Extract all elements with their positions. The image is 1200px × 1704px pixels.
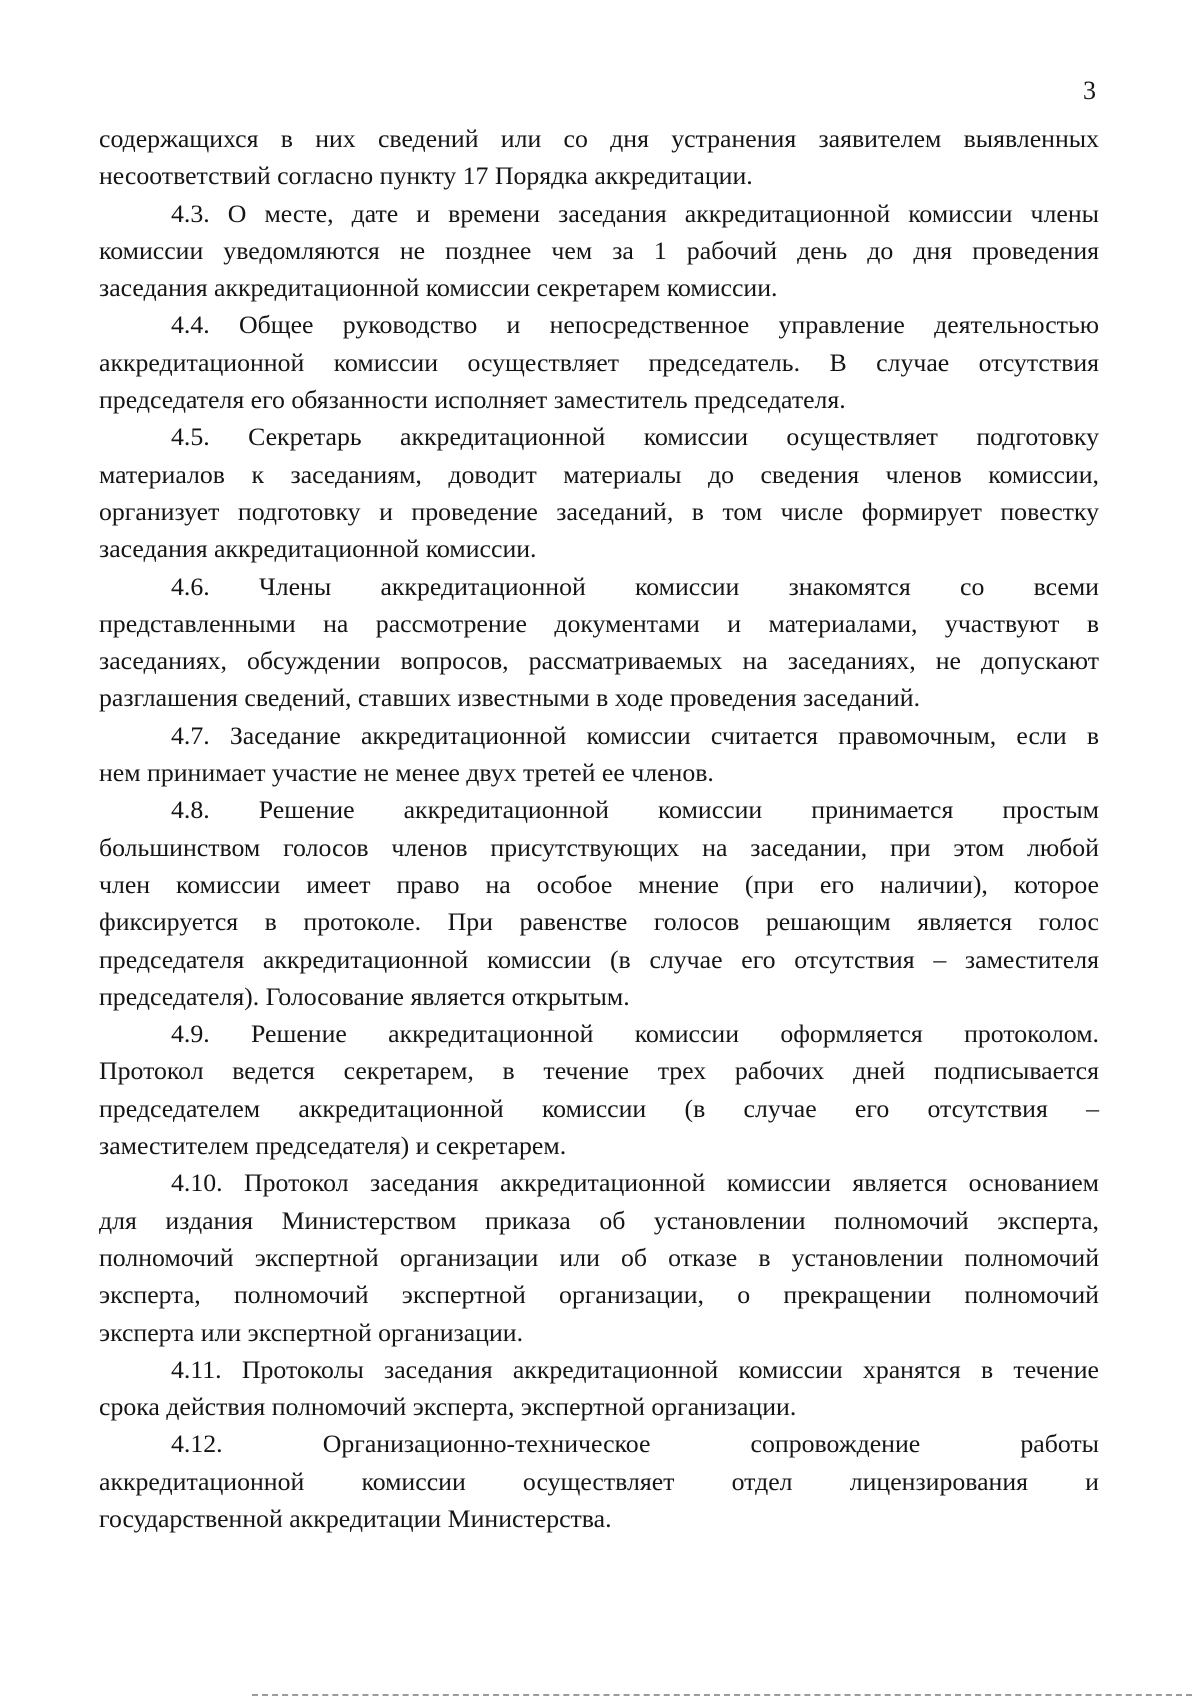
text-line: заместителем председателя) и секретарем.	[99, 1131, 567, 1161]
text-line: фиксируется в протоколе. При равенстве голосов решающим является голос	[99, 907, 1099, 937]
text-line: срока действия полномочий эксперта, экспертной организации.	[99, 1392, 797, 1422]
text-line: аккредитационной комиссии осуществляет отдел лицензирования и	[99, 1466, 1099, 1496]
text-line: 4.6. Члены аккредитационной комиссии знакомятся со всеми	[171, 571, 1099, 601]
text-line: для издания Министерством приказа об установлении полномочий эксперта,	[99, 1205, 1099, 1235]
text-line: несоответствий согласно пункту 17 Порядка аккредитации.	[99, 161, 753, 191]
text-line: 4.7. Заседание аккредитационной комиссии считается правомочным, если в	[171, 720, 1099, 750]
paragraph-4-6	[99, 568, 1099, 717]
paragraph-4-12	[99, 1425, 1099, 1537]
text-line: член комиссии имеет право на особое мнение (при его наличии), которое	[99, 869, 1099, 899]
paragraph-4-4	[99, 306, 1099, 418]
page-number: 3	[1083, 76, 1096, 105]
text-line: председателя аккредитационной комиссии (в случае его отсутствия – заместителя	[99, 944, 1099, 974]
paragraph-4-11	[99, 1351, 1099, 1426]
text-line: разглашения сведений, ставших известными в ходе проведения заседаний.	[99, 683, 921, 713]
text-line: 4.12. Организационно-техническое сопровождение работы	[171, 1429, 1099, 1459]
text-line: Протокол ведется секретарем, в течение трех рабочих дней подписывается	[99, 1056, 1099, 1086]
paragraph-4-9	[99, 1015, 1099, 1164]
paragraph-4-5	[99, 418, 1099, 567]
document-body	[99, 120, 1099, 1537]
text-line: 4.10. Протокол заседания аккредитационной комиссии является основанием	[171, 1168, 1099, 1198]
text-line: 4.4. Общее руководство и непосредственное управление деятельностью	[171, 310, 1099, 340]
text-line: представленными на рассмотрение документами и материалами, участвуют в	[99, 608, 1099, 638]
text-line: 4.11. Протоколы заседания аккредитационной комиссии хранятся в течение	[171, 1354, 1099, 1384]
text-line: организует подготовку и проведение заседаний, в том числе формирует повестку	[99, 496, 1099, 526]
text-line: председателя его обязанности исполняет заместитель председателя.	[99, 385, 846, 415]
scan-edge-rule	[252, 1694, 1192, 1696]
text-line: эксперта, полномочий экспертной организации, о прекращении полномочий	[99, 1280, 1099, 1310]
paragraph-4-8	[99, 791, 1099, 1015]
text-line: 4.5. Секретарь аккредитационной комиссии осуществляет подготовку	[171, 422, 1099, 452]
text-line: содержащихся в них сведений или со дня устранения заявителем выявленных	[99, 124, 1099, 153]
text-line: заседаниях, обсуждении вопросов, рассматриваемых на заседаниях, не допускают	[99, 646, 1099, 676]
paragraph-4-3	[99, 195, 1099, 307]
text-line: заседания аккредитационной комиссии.	[99, 534, 537, 564]
text-line: комиссии уведомляются не позднее чем за 1 рабочий день до дня проведения	[99, 235, 1099, 265]
text-line: государственной аккредитации Министерства.	[99, 1503, 612, 1533]
text-line: большинством голосов членов присутствующих на заседании, при этом любой	[99, 832, 1099, 862]
paragraph-4-10	[99, 1164, 1099, 1350]
paragraph-continuation	[99, 120, 1099, 195]
text-line: эксперта или экспертной организации.	[99, 1317, 524, 1347]
text-line: полномочий экспертной организации или об отказе в установлении полномочий	[99, 1242, 1099, 1272]
text-line: материалов к заседаниям, доводит материалы до сведения членов комиссии,	[99, 459, 1099, 489]
text-line: аккредитационной комиссии осуществляет председатель. В случае отсутствия	[99, 347, 1099, 377]
text-line: 4.8. Решение аккредитационной комиссии принимается простым	[171, 795, 1099, 825]
text-line: 4.9. Решение аккредитационной комиссии оформляется протоколом.	[171, 1019, 1099, 1049]
text-line: заседания аккредитационной комиссии секретарем комиссии.	[99, 273, 778, 303]
text-line: 4.3. О месте, дате и времени заседания аккредитационной комиссии члены	[171, 198, 1099, 228]
paragraph-4-7	[99, 717, 1099, 792]
text-line: нем принимает участие не менее двух третей ее членов.	[99, 758, 714, 788]
text-line: председателя). Голосование является открытым.	[99, 981, 630, 1011]
text-line: председателем аккредитационной комиссии (в случае его отсутствия –	[99, 1093, 1099, 1123]
